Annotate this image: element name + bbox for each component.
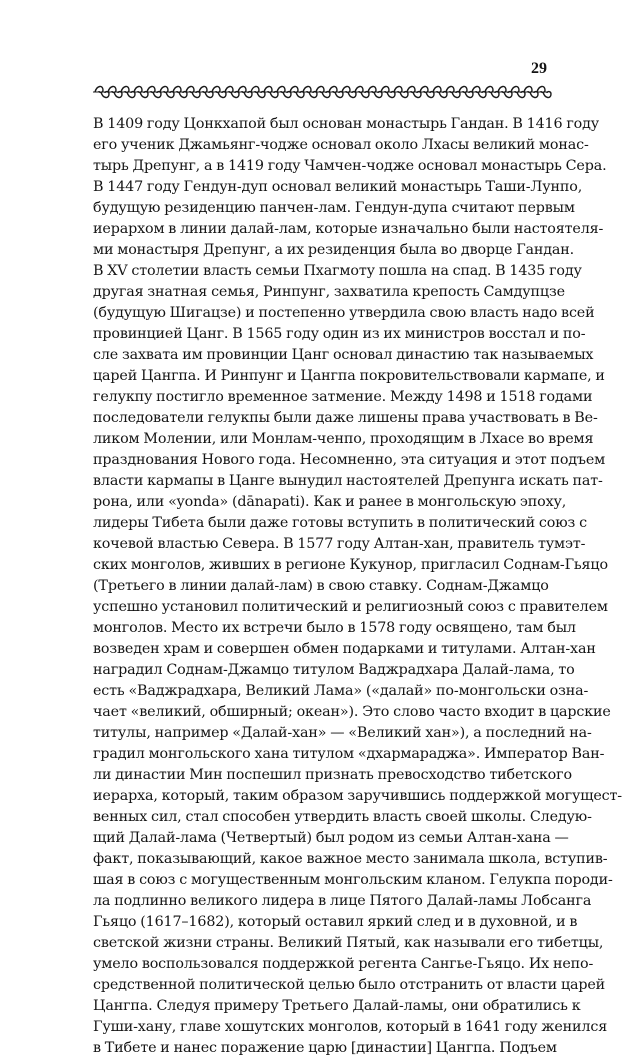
text-line: успешно установил политический и религиозный союз с правителем bbox=[93, 599, 608, 615]
body-text bbox=[93, 114, 622, 1059]
text-line: провинцией Цанг. В 1565 году один из их министров восстал и по- bbox=[93, 326, 586, 342]
text-line: чает «великий, обширный; океан»). Это слово часто входит в царские bbox=[93, 704, 611, 720]
text-line: наградил Соднам-Джамцо титулом Ваджрадхара Далай-лама, то bbox=[93, 662, 575, 678]
text-line: его ученик Джамьянг-чодже основал около Лхасы великий монас- bbox=[93, 137, 589, 153]
text-line: щий Далай-лама (Четвертый) был родом из семьи Алтан-хана — bbox=[93, 830, 569, 846]
text-line: власти кармапы в Цанге вынудил настоятелей Дрепунга искать пат- bbox=[93, 473, 603, 489]
text-line: умело воспользовался поддержкой регента Сангье-Гьяцо. Их непо- bbox=[93, 956, 594, 972]
text-line: другая знатная семья, Ринпунг, захватила крепость Самдупцзе bbox=[93, 284, 565, 300]
text-line: ских монголов, живших в регионе Кукунор, пригласил Соднам-Гьяцо bbox=[93, 557, 608, 573]
page-number: 29 bbox=[531, 60, 547, 77]
text-line: факт, показывающий, какое важное место занимала школа, вступив- bbox=[93, 851, 608, 867]
text-line: Цангпа. Следуя примеру Третьего Далай-ламы, они обратились к bbox=[93, 998, 581, 1014]
text-line: иерарха, который, таким образом заручившись поддержкой могущест- bbox=[93, 788, 622, 804]
text-line: монголов. Место их встречи было в 1578 году освящено, там был bbox=[93, 620, 576, 636]
text-line: иерархом в линии далай-лам, которые изначально были настоятеля- bbox=[93, 221, 604, 237]
text-line: В 1409 году Цонкхапой был основан монастырь Гандан. В 1416 году bbox=[93, 116, 600, 132]
text-line: В 1447 году Гендун-дуп основал великий монастырь Таши-Лунпо, bbox=[93, 179, 583, 195]
text-line: тырь Дрепунг, а в 1419 году Чамчен-чодже основал монастырь Сера. bbox=[93, 158, 607, 174]
text-line: ла подлинно великого лидера в лице Пятого Далай-ламы Лобсанга bbox=[93, 893, 592, 909]
text-line: в Тибете и нанес поражение царю [династии] Цангпа. Подъем bbox=[93, 1040, 557, 1056]
text-line: (Третьего в линии далай-лам) в свою ставку. Соднам-Джамцо bbox=[93, 578, 549, 594]
decorative-border bbox=[93, 84, 548, 100]
text-line: ми монастыря Дрепунг, а их резиденция была во дворце Гандан. bbox=[93, 242, 575, 258]
text-line: последователи гелукпы были даже лишены права участвовать в Ве- bbox=[93, 410, 598, 426]
text-line: Гуши-хану, главе хошутских монголов, который в 1641 году женился bbox=[93, 1019, 608, 1035]
text-line: ликом Молении, или Монлам-ченпо, проходящим в Лхасе во время bbox=[93, 431, 594, 447]
text-line: градил монгольского хана титулом «дхармараджа». Император Ван- bbox=[93, 746, 605, 762]
text-line: средственной политической целью было отстранить от власти царей bbox=[93, 977, 606, 993]
text-line: возведен храм и совершен обмен подарками и титулами. Алтан-хан bbox=[93, 641, 596, 657]
text-line: титулы, например «Далай-хан» — «Великий хан»), а последний на- bbox=[93, 725, 592, 741]
text-line: сле захвата им провинции Цанг основал династию так называемых bbox=[93, 347, 594, 363]
text-line: царей Цангпа. И Ринпунг и Цангпа покровительствовали кармапе, и bbox=[93, 368, 605, 384]
text-line: венных сил, стал способен утвердить власть своей школы. Следую- bbox=[93, 809, 592, 825]
text-line: В XV столетии власть семьи Пхагмоту пошла на спад. В 1435 году bbox=[93, 263, 582, 279]
text-line: будущую резиденцию панчен-лам. Гендун-дупа считают первым bbox=[93, 200, 575, 216]
text-line: рона, или «yonda» (dānapati). Как и ранее в монгольскую эпоху, bbox=[93, 494, 567, 510]
text-line: гелукпу постигло временное затмение. Между 1498 и 1518 годами bbox=[93, 389, 593, 405]
text-line: кочевой властью Севера. В 1577 году Алтан-хан, правитель тумэт- bbox=[93, 536, 586, 552]
text-line: шая в союз с могущественным монгольским кланом. Гелукпа породи- bbox=[93, 872, 613, 888]
text-line: ли династии Мин поспешил признать превосходство тибетского bbox=[93, 767, 572, 783]
text-line: светской жизни страны. Великий Пятый, как называли его тибетцы, bbox=[93, 935, 604, 951]
text-line: Гьяцо (1617–1682), который оставил яркий след и в духовной, и в bbox=[93, 914, 578, 930]
text-line: празднования Нового года. Несомненно, эта ситуация и этот подъем bbox=[93, 452, 606, 468]
text-line: лидеры Тибета были даже готовы вступить в политический союз с bbox=[93, 515, 587, 531]
text-line: (будущую Шигацзе) и постепенно утвердила свою власть надо всей bbox=[93, 305, 595, 321]
text-line: есть «Ваджрадхара, Великий Лама» («далай» по-монгольски озна- bbox=[93, 683, 589, 699]
